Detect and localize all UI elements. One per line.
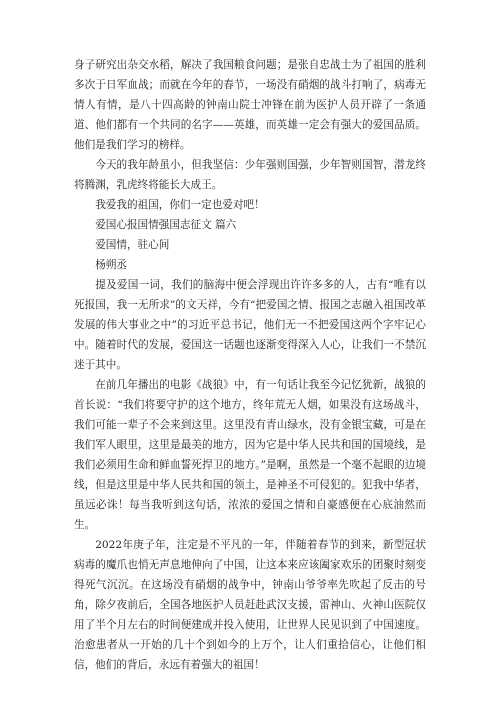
article-author: 杨朔丞 bbox=[95, 259, 127, 271]
paragraph: 在前几年播出的电影《战狼》中，有一句话让我至今记忆犹新，战狼的首长说：“我们将要守护的这个地方，终年荒无人烟，如果没有这场战斗，我们可能一辈子不会来到这里。这里没有青山绿水，没有金银宝藏，可是在我们军人眼里，这里是最美的地方，因为它是中华人民共和国的国境线，是我们必须用生命和鲜血誓死捍卫的地方。”是啊，虽然是一个毫不起眼的边境线，但是这里是中华人民共和国的领土，是神圣不可侵犯的。犯我中华者，虽远必诛！每当我听到这句话，浓浓的爱国之情和自豪感便在心底油然而生。 bbox=[74, 379, 426, 531]
paragraph: 我爱我的祖国，你们一定也爱对吧！ bbox=[95, 199, 265, 211]
paragraph: 2022年庚子年，注定是不平凡的一年，伴随着春节的到来，新型冠状病毒的魔爪也悄无声息地伸向了中国，让这本来应该阖家欢乐的团聚时刻变得死气沉沉。在这场没有硝烟的战争中，钟南山爷爷率先吹起了反击的号角，除夕夜前后，全国各地医护人员赶赴武汉支援，雷神山、火神山医院仅用了半个月左右的时间便建成并投入使用，让世界人民见识到了中国速度。治愈患者从一开始的几十个到如今的上万个，让人们重拾信心，让他们相信，他们的背后，永远有着强大的祖国！ bbox=[74, 539, 426, 671]
paragraph: 提及爱国一词，我们的脑海中便会浮现出许许多多的人，古有“唯有以死报国，我一无所求”的文天祥，今有“把爱国之情、报国之志融入祖国改革发展的伟大事业之中”的习近平总书记，他们无一不把爱国这两个字牢记心中。随着时代的发展，爱国这一话题也逐渐变得深入人心，让我们一不禁沉迷于其中。 bbox=[74, 279, 426, 371]
article-subtitle: 爱国情，驻心间 bbox=[95, 239, 170, 251]
document-body bbox=[74, 55, 426, 675]
paragraph: 身子研究出杂交水稻，解决了我国粮食问题；是张自忠战士为了祖国的胜利多次于日军血战；而就在今年的春节，一场没有硝烟的战斗打响了，病毒无情人有情，是八十四高龄的钟南山院士冲锋在前为医护人员开辟了一条通道、他们都有一个共同的名字——英雄，而英雄一定会有强大的爱国品质。他们是我们学习的榜样。 bbox=[74, 59, 426, 151]
article-title: 爱国心报国情强国志征文 篇六 bbox=[95, 219, 237, 231]
paragraph: 今天的我年龄虽小，但我坚信：少年强则国强，少年智则国智，潜龙终将腾渊，乳虎终将能长大成王。 bbox=[74, 159, 426, 191]
